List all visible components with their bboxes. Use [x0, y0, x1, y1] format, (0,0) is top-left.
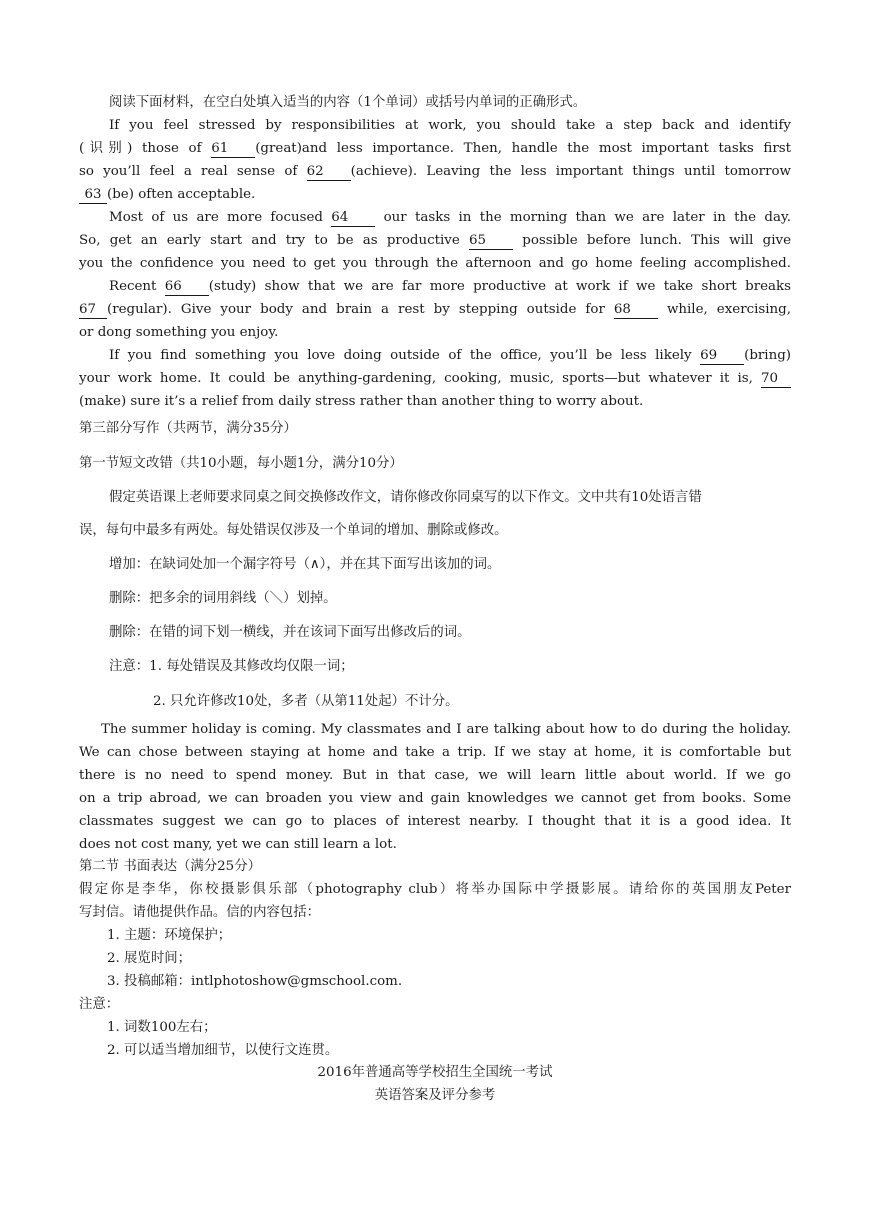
- section1-heading: 第一节短文改错（共10小题，每小题1分，满分10分）: [79, 456, 403, 471]
- cloze-p2-line1: [79, 208, 791, 228]
- cloze-p2-line2: [79, 231, 791, 251]
- cloze-p3-line1: [79, 277, 791, 297]
- blank-68: 68: [614, 302, 658, 319]
- section1-delete-rule: 删除：把多余的词用斜线（＼）划掉。: [109, 591, 337, 606]
- part3-heading: 第三部分写作（共两节，满分35分）: [79, 421, 297, 436]
- text-span: while, exercising,: [666, 302, 791, 317]
- cloze-instruction: 阅读下面材料，在空白处填入适当的内容（1个单词）或括号内单词的正确形式。: [109, 95, 587, 110]
- section1-modify-rule: 删除：在错的词下划一横线，并在该词下面写出修改后的词。: [109, 625, 471, 640]
- essay-line: on a trip abroad, we can broaden you view and gain knowledges we cannot get from books. Some: [79, 791, 791, 806]
- text-span: Recent: [109, 279, 157, 294]
- blank-62: 62: [307, 164, 351, 181]
- section2-heading: 第二节 书面表达（满分25分）: [79, 859, 261, 874]
- blank-69: 69: [700, 348, 744, 365]
- cloze-p4-line1: [79, 346, 791, 366]
- cloze-p4-line2: [79, 369, 791, 389]
- cloze-p1-line1: If you feel stressed by responsibilities at work, you should take a step back and identify: [109, 118, 791, 133]
- cloze-p1-line2: [79, 139, 791, 159]
- answer-subtitle: 英语答案及评分参考: [374, 1088, 496, 1103]
- section2-note1: 1. 词数100左右；: [107, 1020, 217, 1035]
- essay-line: The summer holiday is coming. My classmates and I are talking about how to do during the holiday.: [101, 722, 791, 737]
- blank-66: 66: [165, 279, 209, 296]
- blank-61: 61: [211, 141, 255, 158]
- text-span: our tasks in the morning than we are later in the day.: [383, 210, 791, 225]
- text-span: (bring): [744, 348, 791, 363]
- blank-63: 63: [79, 187, 107, 204]
- text-span: So, get an early start and try to be as productive: [79, 233, 460, 248]
- text-span: (great)and less importance. Then, handle the most important tasks first: [255, 141, 791, 156]
- blank-64: 64: [331, 210, 375, 227]
- text-span: If you find something you love doing outside of the office, you’ll be less likely: [109, 348, 692, 363]
- section2-item1: 1. 主题：环境保护；: [107, 928, 232, 943]
- section1-intro-line1: 假定英语课上老师要求同桌之间交换修改作文，请你修改你同桌写的以下作文。文中共有10处语言错: [109, 490, 702, 505]
- section2-task-line1: 假定你是李华，你校摄影俱乐部（photography club）将举办国际中学摄影展。请给你的英国朋友Peter: [79, 882, 791, 897]
- text-span: (regular). Give your body and brain a rest by stepping outside for: [107, 302, 605, 317]
- text-span: Most of us are more focused: [109, 210, 323, 225]
- text-span: (study) show that we are far more productive at work if we take short breaks: [208, 279, 791, 294]
- section1-note1: 注意：1. 每处错误及其修改均仅限一词；: [109, 659, 354, 674]
- section2-note2: 2. 可以适当增加细节，以使行文连贯。: [107, 1043, 339, 1058]
- text-span: (识别) those of: [79, 141, 202, 156]
- text-span: (be) often acceptable.: [107, 187, 256, 202]
- text-span: so you’ll feel a real sense of: [79, 164, 298, 179]
- cloze-p3-line2: [79, 300, 791, 320]
- answer-title: 2016年普通高等学校招生全国统一考试: [317, 1065, 553, 1080]
- section2-note: 注意：: [79, 997, 120, 1012]
- text-span: your work home. It could be anything-gardening, cooking, music, sports—but whatever it is,: [79, 371, 753, 386]
- essay-line: classmates suggest we can go to places of interest nearby. I thought that it is a good idea. It: [79, 814, 791, 829]
- cloze-p1-line3: [79, 162, 791, 182]
- cloze-p4-line3: (make) sure it’s a relief from daily stress rather than another thing to worry about.: [79, 394, 644, 409]
- section1-add-rule: 增加：在缺词处加一个漏字符号（∧），并在其下面写出该加的词。: [109, 557, 501, 572]
- cloze-p2-line3: you the confidence you need to get you through the afternoon and go home feeling accomplished.: [79, 256, 791, 271]
- cloze-p1-line4: [79, 185, 791, 205]
- section2-item2: 2. 展览时间；: [107, 951, 191, 966]
- text-span: possible before lunch. This will give: [522, 233, 791, 248]
- section1-intro-line2: 误，每句中最多有两处。每处错误仅涉及一个单词的增加、删除或修改。: [79, 523, 508, 538]
- blank-70: 70: [761, 371, 791, 388]
- essay-line: We can chose between staying at home and take a trip. If we stay at home, it is comfortable but: [79, 745, 791, 760]
- essay-line: does not cost many, yet we can still learn a lot.: [79, 837, 397, 852]
- cloze-p3-line3: or dong something you enjoy.: [79, 325, 279, 340]
- essay-line: there is no need to spend money. But in that case, we will learn little about world. If we go: [79, 768, 791, 783]
- blank-65: 65: [469, 233, 513, 250]
- section2-item3: 3. 投稿邮箱：intlphotoshow@gmschool.com.: [107, 974, 403, 989]
- blank-67: 67: [79, 302, 107, 319]
- text-span: (achieve). Leaving the less important things until tomorrow: [350, 164, 791, 179]
- section2-task-line2: 写封信。请他提供作品。信的内容包括：: [79, 905, 321, 920]
- section1-note2: 2. 只允许修改10处，多者（从第11处起）不计分。: [153, 694, 459, 709]
